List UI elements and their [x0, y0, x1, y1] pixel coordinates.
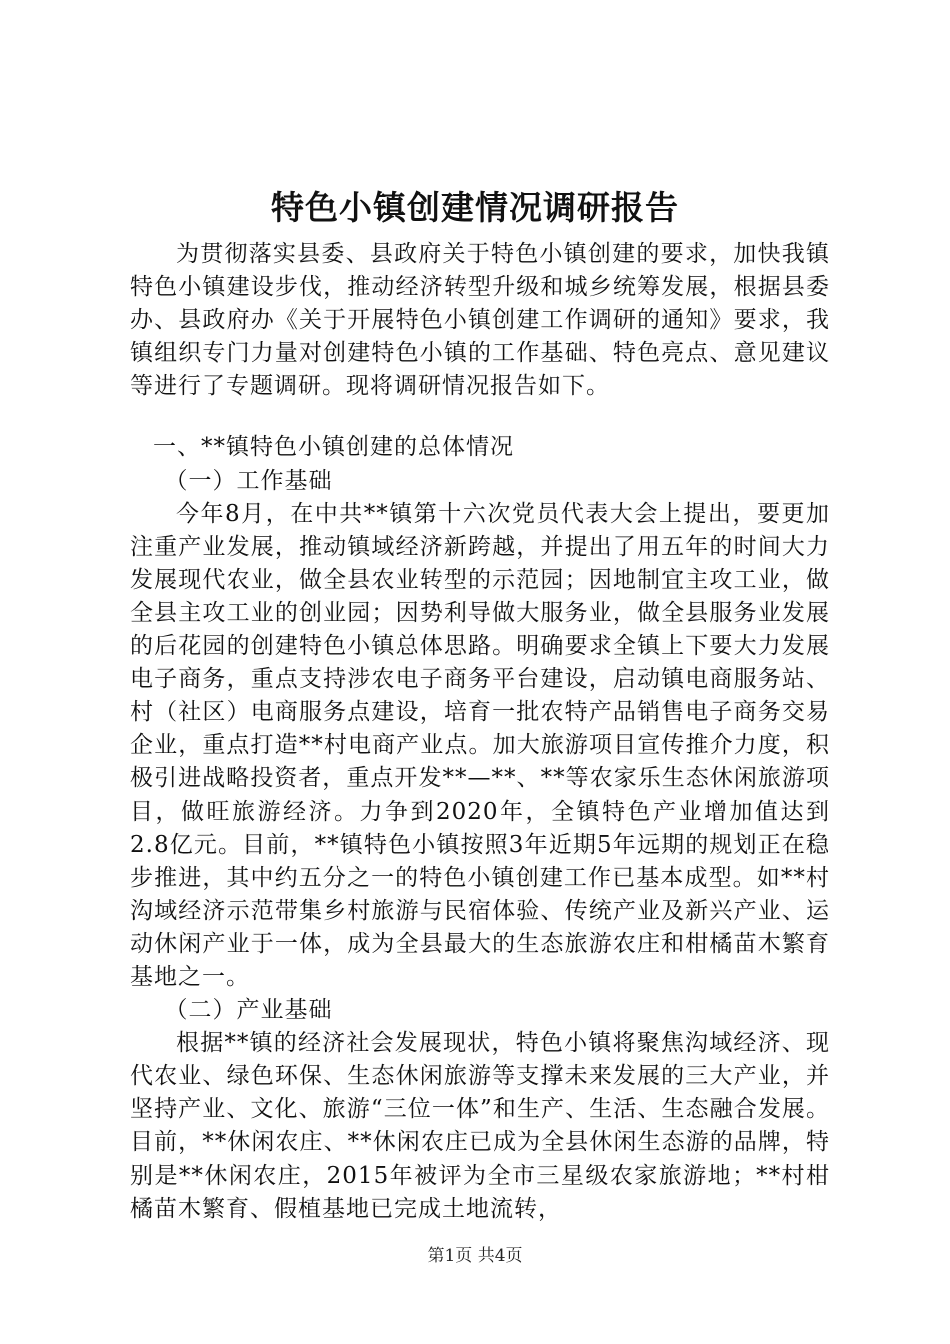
intro-paragraph: 为贯彻落实县委、县政府关于特色小镇创建的要求，加快我镇特色小镇建设步伐，推动经济转型升级和城乡统筹发展，根据县委办、县政府办《关于开展特色小镇创建工作调研的通知》要求，我镇组织专门力量对创建特色小镇的工作基础、特色亮点、意见建议等进行了专题调研。现将调研情况报告如下。 — [130, 241, 830, 400]
page-footer: 第1页 共4页 — [427, 1246, 523, 1266]
work-basis-paragraph: 今年8月，在中共**镇第十六次党员代表大会上提出，要更加注重产业发展，推动镇域经济新跨越，并提出了用五年的时间大力发展现代农业，做全县农业转型的示范园；因地制宜主攻工业，做全县主攻工业的创业园；因势利导做大服务业，做全县服务业发展的后花园的创建特色小镇总体思路。明确要求全镇上下要大力发展电子商务，重点支持涉农电子商务平台建设，启动镇电商服务站、村（社区）电商服务点建设，培育一批农特产品销售电子商务交易企业，重点打造**村电商产业点。加大旅游项目宣传推介力度，积极引进战略投资者，重点开发**—**、**等农家乐生态休闲旅游项目，做旺旅游经济。力争到2020年，全镇特色产业增加值达到2.8亿元。目前，**镇特色小镇按照3年近期5年远期的规划正在稳步推进，其中约五分之一的特色小镇创建工作已基本成型。如**村沟域经济示范带集乡村旅游与民宿体验、传统产业及新兴产业、运动休闲产业于一体，成为全县最大的生态旅游农庄和柑橘苗木繁育基地之一。 — [130, 500, 830, 990]
document-body — [130, 238, 830, 1226]
section-heading: 一、**镇特色小镇创建的总体情况 — [153, 434, 514, 461]
document-title: 特色小镇创建情况调研报告 — [271, 188, 679, 227]
industry-basis-paragraph: 根据**镇的经济社会发展现状，特色小镇将聚焦沟域经济、现代农业、绿色环保、生态休闲旅游等支撑未来发展的三大产业，并坚持产业、文化、旅游“三位一体”和生产、生活、生态融合发展。目前，**休闲农庄、**休闲农庄已成为全县休闲生态游的品牌，特别是**休闲农庄，2015年被评为全市三星级农家旅游地；**村柑橘苗木繁育、假植基地已完成土地流转， — [130, 1030, 830, 1222]
subsection-heading-work-basis: （一）工作基础 — [164, 467, 333, 494]
paragraph-gap — [130, 403, 830, 431]
subsection-heading-industry-basis: （二）产业基础 — [164, 997, 333, 1024]
